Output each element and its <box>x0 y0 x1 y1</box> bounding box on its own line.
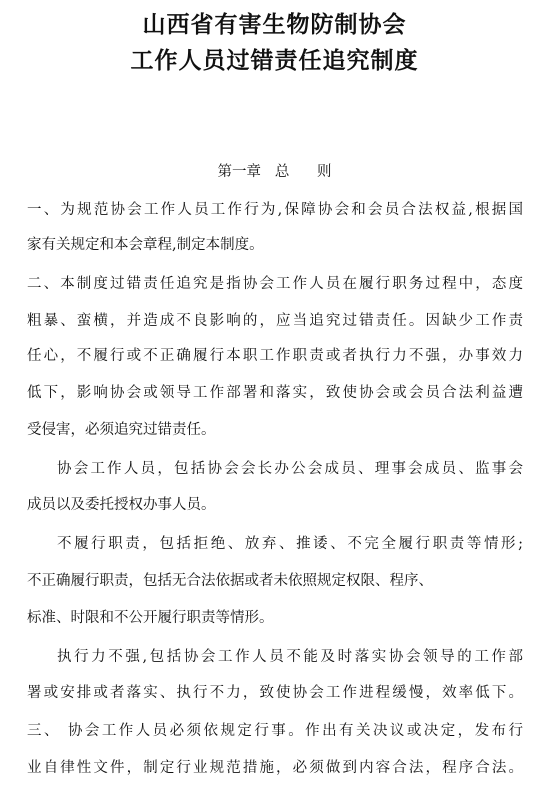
paragraph-line: 二、本制度过错责任追究是指协会工作人员在履行职务过程中，态度 <box>27 276 523 292</box>
document-title-line-1: 山西省有害生物防制协会 <box>142 12 407 38</box>
paragraph-line: 不正确履行职责，包括无合法依据或者未依照规定权限、程序、 <box>27 573 433 589</box>
document-title-line-2: 工作人员过错责任追究制度 <box>130 48 419 74</box>
paragraph-line: 家有关规定和本会章程,制定本制度。 <box>27 237 264 253</box>
paragraph-line: 一、为规范协会工作人员工作行为,保障协会和会员合法权益,根据国 <box>27 202 523 218</box>
paragraph-line: 执行力不强,包括协会工作人员不能及时落实协会领导的工作部 <box>57 649 523 665</box>
paragraph-line: 协会工作人员，包括协会会长办公会成员、理事会成员、监事会 <box>57 461 523 477</box>
paragraph-line: 署或安排或者落实、执行不力，致使协会工作进程缓慢，效率低下。 <box>27 685 523 701</box>
paragraph-line: 三、 协会工作人员必须依规定行事。作出有关决议或决定，发布行 <box>27 723 523 739</box>
paragraph-line: 任心，不履行或不正确履行本职工作职责或者执行力不强，办事效力 <box>27 348 523 364</box>
paragraph-line: 成员以及委托授权办事人员。 <box>27 497 216 513</box>
paragraph-line: 低下，影响协会或领导工作部署和落实，致使协会或会员合法利益遭 <box>27 385 523 401</box>
paragraph-line: 粗暴、蛮横，并造成不良影响的，应当追究过错责任。因缺少工作责 <box>27 313 523 329</box>
chapter-heading: 第一章 总 则 <box>217 164 332 180</box>
paragraph-line: 受侵害，必须追究过错责任。 <box>27 422 216 438</box>
paragraph-line: 不履行职责，包括拒绝、放弃、推诿、不完全履行职责等情形; <box>57 536 523 552</box>
paragraph-line: 业自律性文件，制定行业规范措施，必须做到内容合法，程序合法。 <box>27 760 523 776</box>
paragraph-line: 标准、时限和不公开履行职责等情形。 <box>27 610 274 626</box>
